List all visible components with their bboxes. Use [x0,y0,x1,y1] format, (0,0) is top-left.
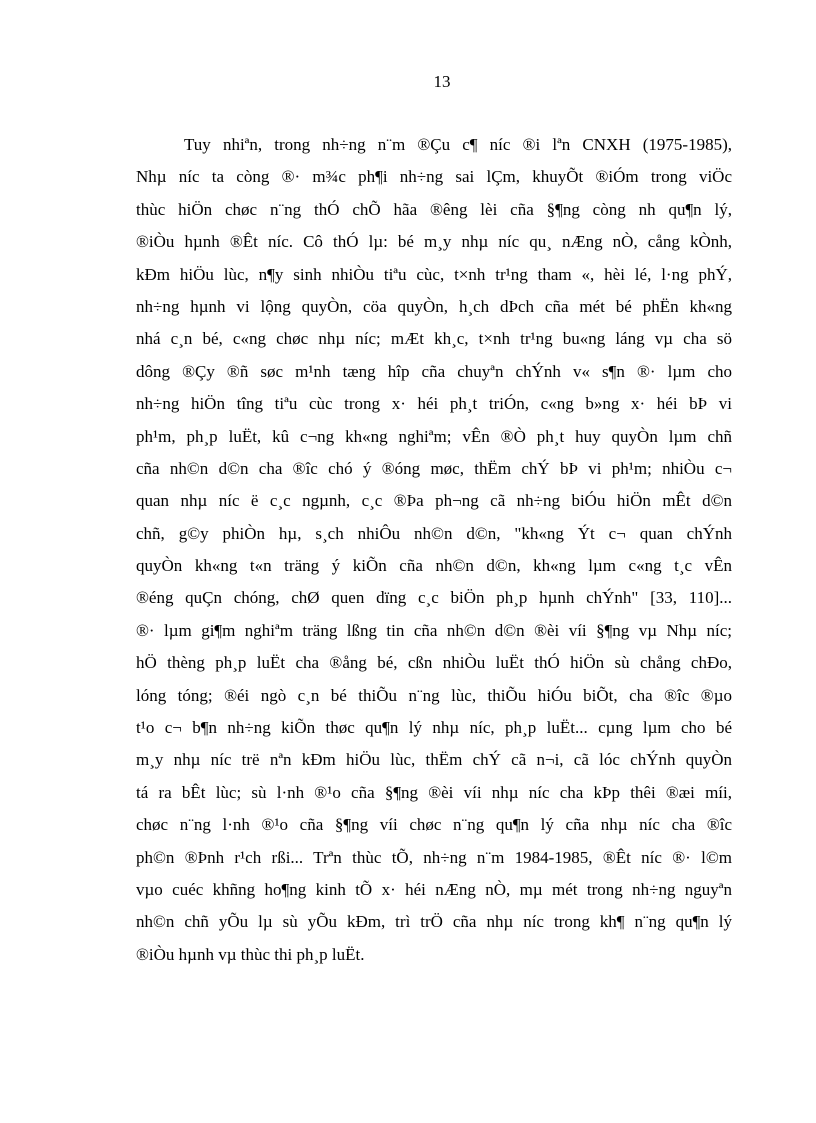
text-line: chñ, g©y phiÒn hµ, s¸ch nhiÔu nh©n d©n, "kh«ng Ýt c¬ quan chÝnh [136,523,732,543]
text-line: dông ®Çy ®ñ søc m¹nh tæng hîp cña chuyªn chÝnh v« s¶n ®· lµm cho [136,361,732,381]
text-line: hÖ thèng ph¸p luËt cha ®ång bé, cßn nhiÒu luËt thÓ hiÖn sù chång chÐo, [136,653,732,673]
text-line: Nhµ níc ta còng ®· m¾c ph¶i nh÷ng sai lÇm, khuyÕt ®iÓm trong viÖc [136,167,732,187]
text-line: nh÷ng hiÖn tîng tiªu cùc trong x· héi ph¸t triÓn, c«ng b»ng x· héi bÞ vi [136,394,732,414]
page-number: 13 [433,72,451,91]
text-line: lóng tóng; ®éi ngò c¸n bé thiÕu n¨ng lùc, thiÕu hiÓu biÕt, cha ®îc ®µo [136,685,732,705]
text-line: Tuy nhiªn, trong nh÷ng n¨m ®Çu c¶ níc ®i lªn CNXH (1975-1985), [184,135,732,154]
text-line: chøc n¨ng l·nh ®¹o cña §¶ng víi chøc n¨ng qu¶n lý cña nhµ níc cha ®îc [136,815,732,835]
text-line: nh©n chñ yÕu lµ sù yÕu kÐm, trì trÖ cña nhµ níc trong kh¶ n¨ng qu¶n lý [136,912,732,932]
text-line: kÐm hiÖu lùc, n¶y sinh nhiÒu tiªu cùc, t×nh tr¹ng tham «, hèi lé, l·ng phÝ, [136,264,732,284]
text-line: thùc hiÖn chøc n¨ng thÓ chÕ hãa ®êng lèi cña §¶ng còng nh qu¶n lý, [136,199,732,219]
text-line: ®iÒu hµnh ®Êt níc. Cô thÓ lµ: bé m¸y nhµ níc qu¸ nÆng nÒ, cång kÒnh, [136,232,732,252]
text-line: t¹o c¬ b¶n nh÷ng kiÕn thøc qu¶n lý nhµ níc, ph¸p luËt... cµng lµm cho bé [136,718,732,738]
text-line: quyÒn kh«ng t«n träng ý kiÕn cña nh©n d©n, kh«ng lµm c«ng t¸c vÊn [136,556,732,576]
body-paragraph [136,129,732,971]
text-line: m¸y nhµ níc trë nªn kÐm hiÖu lùc, thËm chÝ cã n¬i, cã lóc chÝnh quyÒn [136,750,732,770]
text-line: ®· lµm gi¶m nghiªm träng lßng tin cña nh©n d©n ®èi víi §¶ng vµ Nhµ níc; [136,620,732,640]
text-line: tá ra bÊt lùc; sù l·nh ®¹o cña §¶ng ®èi víi nhµ níc cha kÞp thêi ®æi míi, [136,782,732,802]
text-line: nh÷ng hµnh vi lộng quyÒn, cöa quyÒn, h¸ch dÞch cña mét bé phËn kh«ng [136,296,732,316]
text-line: quan nhµ níc ë c¸c ngµnh, c¸c ®Þa ph¬ng cã nh÷ng biÓu hiÖn mÊt d©n [136,491,732,511]
text-line: ®éng quÇn chóng, chØ quen dïng c¸c biÖn ph¸p hµnh chÝnh" [33, 110]... [136,588,732,608]
text-line: vµo cuéc khñng ho¶ng kinh tÕ x· héi nÆng nÒ, mµ mét trong nh÷ng nguyªn [136,879,732,899]
text-line: ph¹m, ph¸p luËt, kû c¬ng kh«ng nghiªm; vÊn ®Ò ph¸t huy quyÒn lµm chñ [136,426,732,446]
text-line: nhá c¸n bé, c«ng chøc nhµ níc; mÆt kh¸c, t×nh tr¹ng bu«ng láng vµ cha sö [136,329,732,349]
text-line: ®iÒu hµnh vµ thùc thi ph¸p luËt. [136,944,365,964]
text-line: cña nh©n d©n cha ®îc chó ý ®óng møc, thËm chÝ bÞ vi ph¹m; nhiÒu c¬ [136,458,732,478]
text-line: ph©n ®Þnh r¹ch rßi... Trªn thùc tÕ, nh÷ng n¨m 1984-1985, ®Êt níc ®· l©m [136,847,732,867]
